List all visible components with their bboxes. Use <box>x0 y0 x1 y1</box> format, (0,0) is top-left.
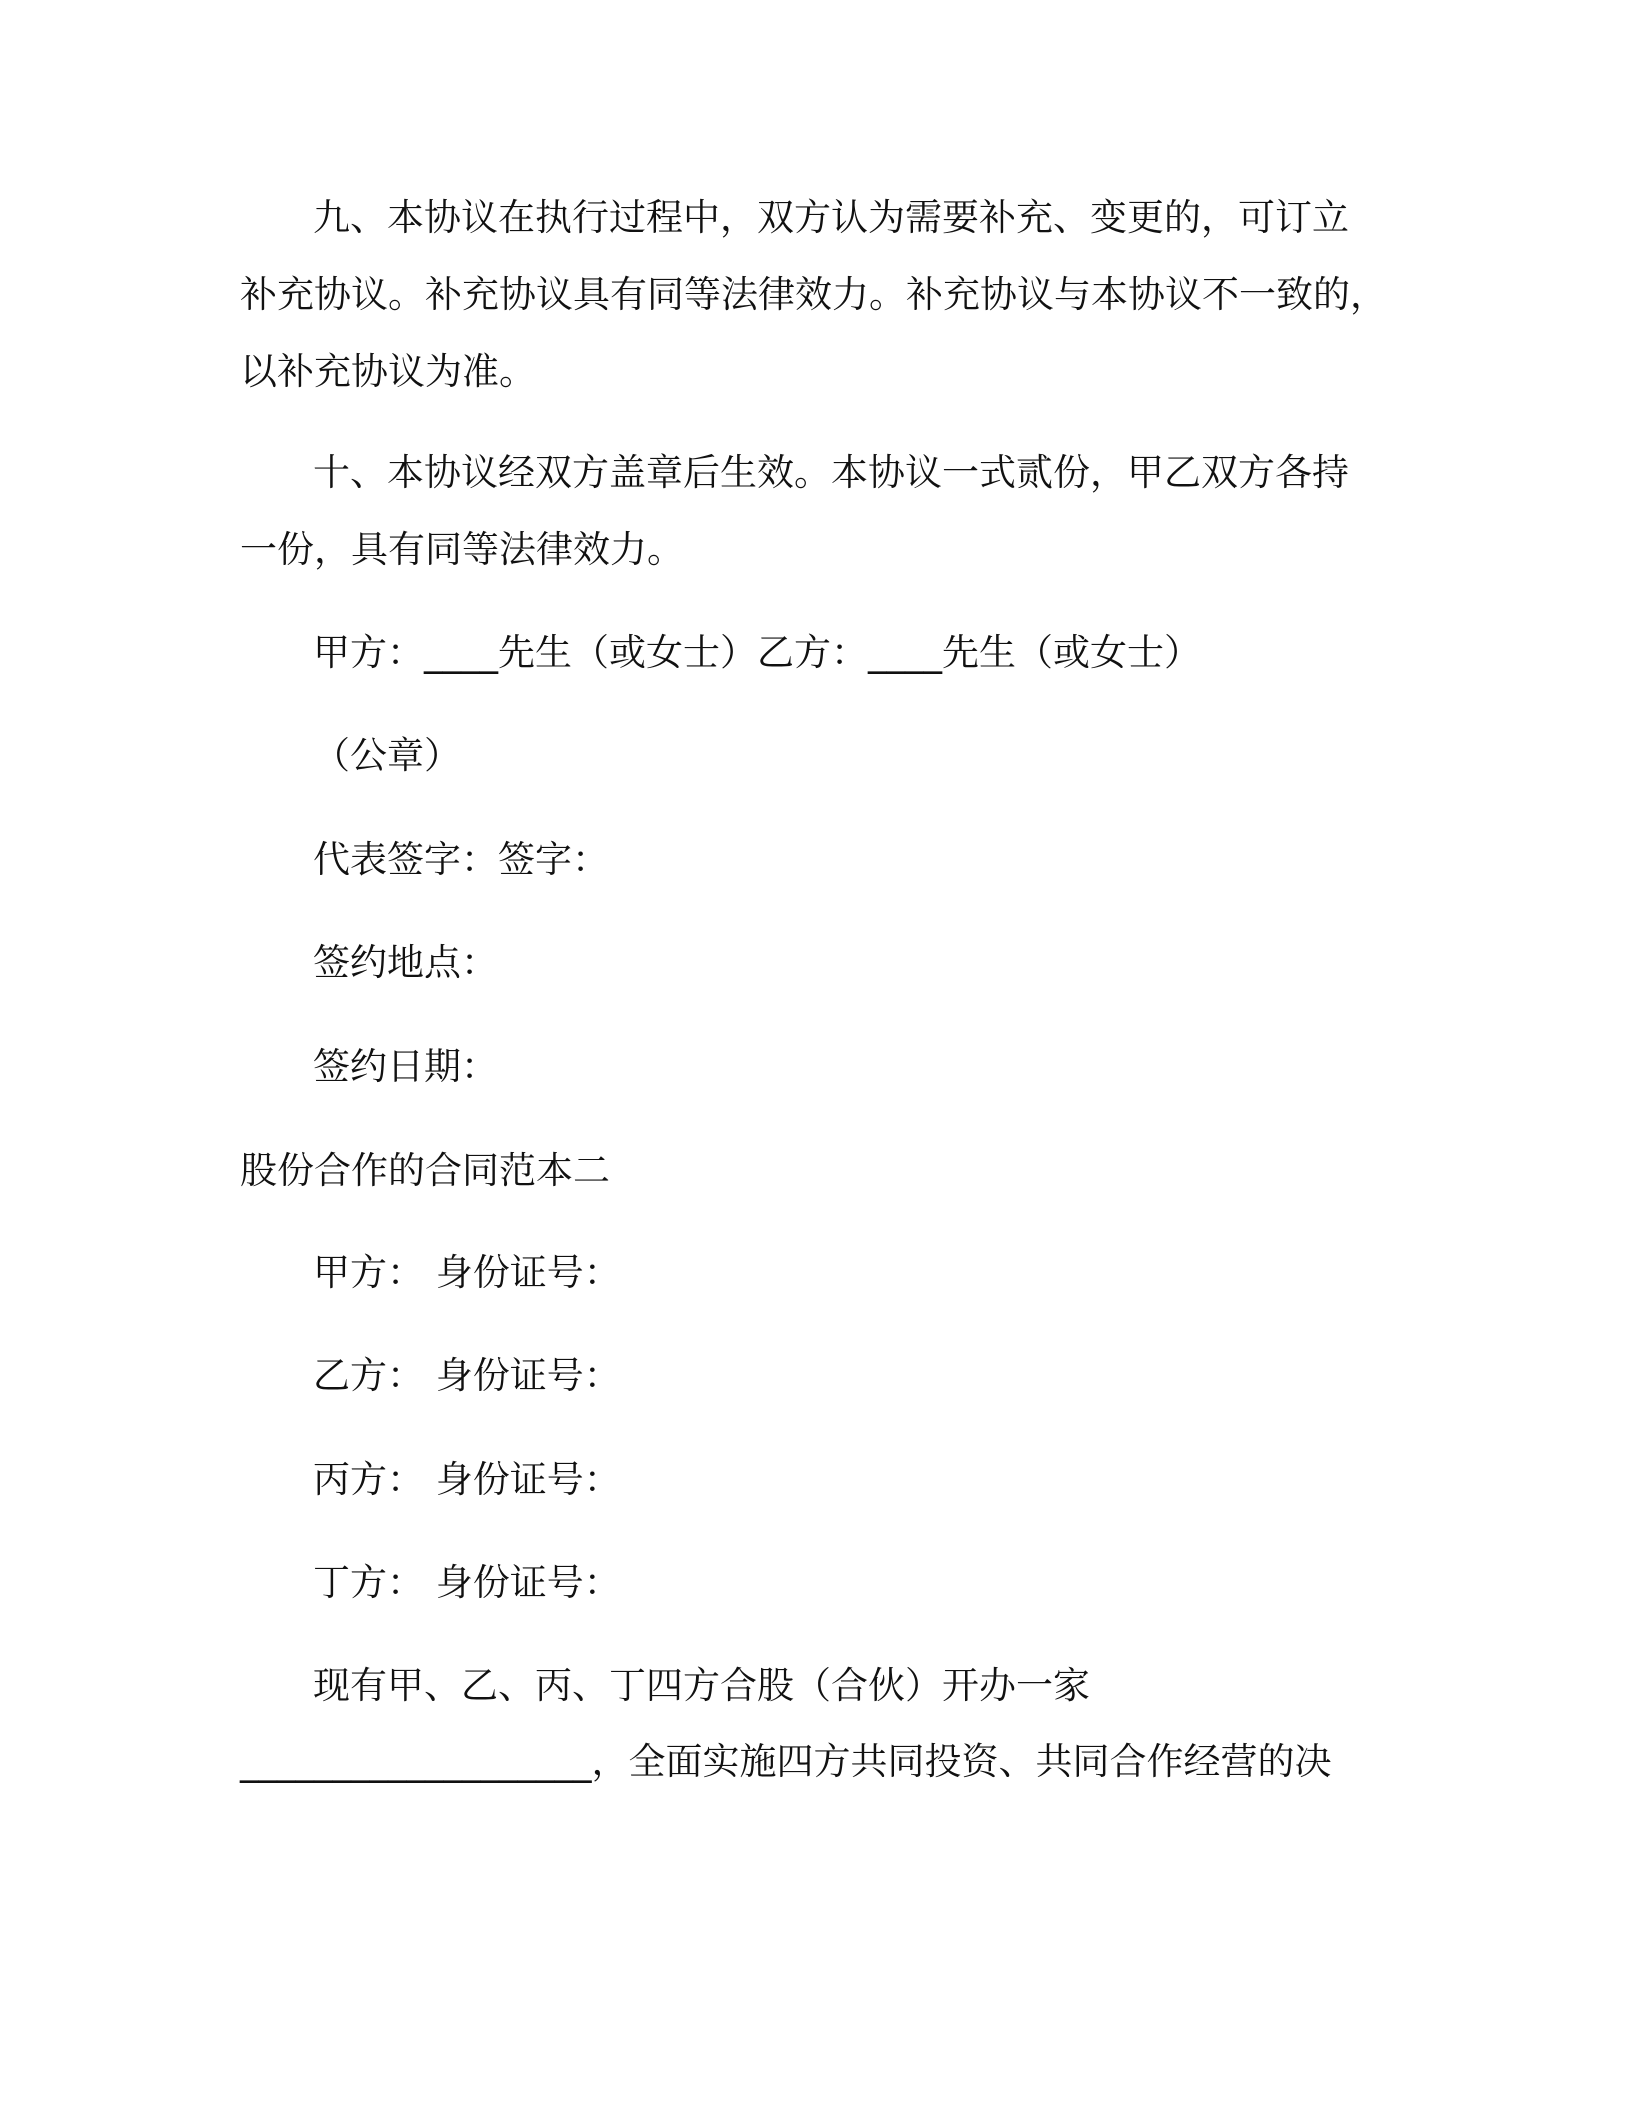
signature-parties-text: 甲方：____先生（或女士）乙方：____先生（或女士） <box>313 631 1201 674</box>
seal-text: （公章） <box>313 734 461 777</box>
clause-nine-line-3: 以补充协议为准。 <box>240 350 536 393</box>
party-b-id-text: 乙方： 身份证号： <box>313 1354 621 1397</box>
party-a-id-text: 甲方： 身份证号： <box>313 1251 621 1294</box>
party-c-id-text: 丙方： 身份证号： <box>313 1458 621 1501</box>
signing-place-line <box>240 924 1440 1001</box>
signing-date-line <box>240 1028 1440 1105</box>
seal-line <box>240 717 1440 794</box>
party-d-id-line <box>240 1544 1440 1621</box>
party-c-id-line <box>240 1441 1440 1518</box>
intro-line-2: ___________________，全面实施四方共同投资、共同合作经营的决 <box>240 1740 1332 1783</box>
sample-two-title-text: 股份合作的合同范本二 <box>240 1149 610 1192</box>
sample-two-title <box>240 1132 1440 1209</box>
clause-ten-line-1: 十、本协议经双方盖章后生效。本协议一式贰份，甲乙双方各持 <box>313 451 1349 494</box>
clause-ten-paragraph <box>240 434 1440 588</box>
party-b-id-line <box>240 1337 1440 1414</box>
party-d-id-text: 丁方： 身份证号： <box>313 1561 621 1604</box>
signing-date-text: 签约日期： <box>313 1045 498 1088</box>
clause-nine-paragraph <box>240 179 1440 410</box>
signing-place-text: 签约地点： <box>313 941 498 984</box>
signature-parties-line <box>240 614 1440 691</box>
intro-paragraph <box>240 1648 1440 1800</box>
intro-line-1: 现有甲、乙、丙、丁四方合股（合伙）开办一家 <box>313 1664 1090 1707</box>
party-a-id-line <box>240 1234 1440 1311</box>
clause-nine-line-1: 九、本协议在执行过程中，双方认为需要补充、变更的，可订立 <box>313 196 1349 239</box>
clause-nine-line-2: 补充协议。补充协议具有同等法律效力。补充协议与本协议不一致的， <box>240 273 1387 316</box>
clause-ten-line-2: 一份，具有同等法律效力。 <box>240 528 684 571</box>
representative-signature-text: 代表签字：签字： <box>313 838 609 881</box>
representative-signature-line <box>240 821 1440 898</box>
